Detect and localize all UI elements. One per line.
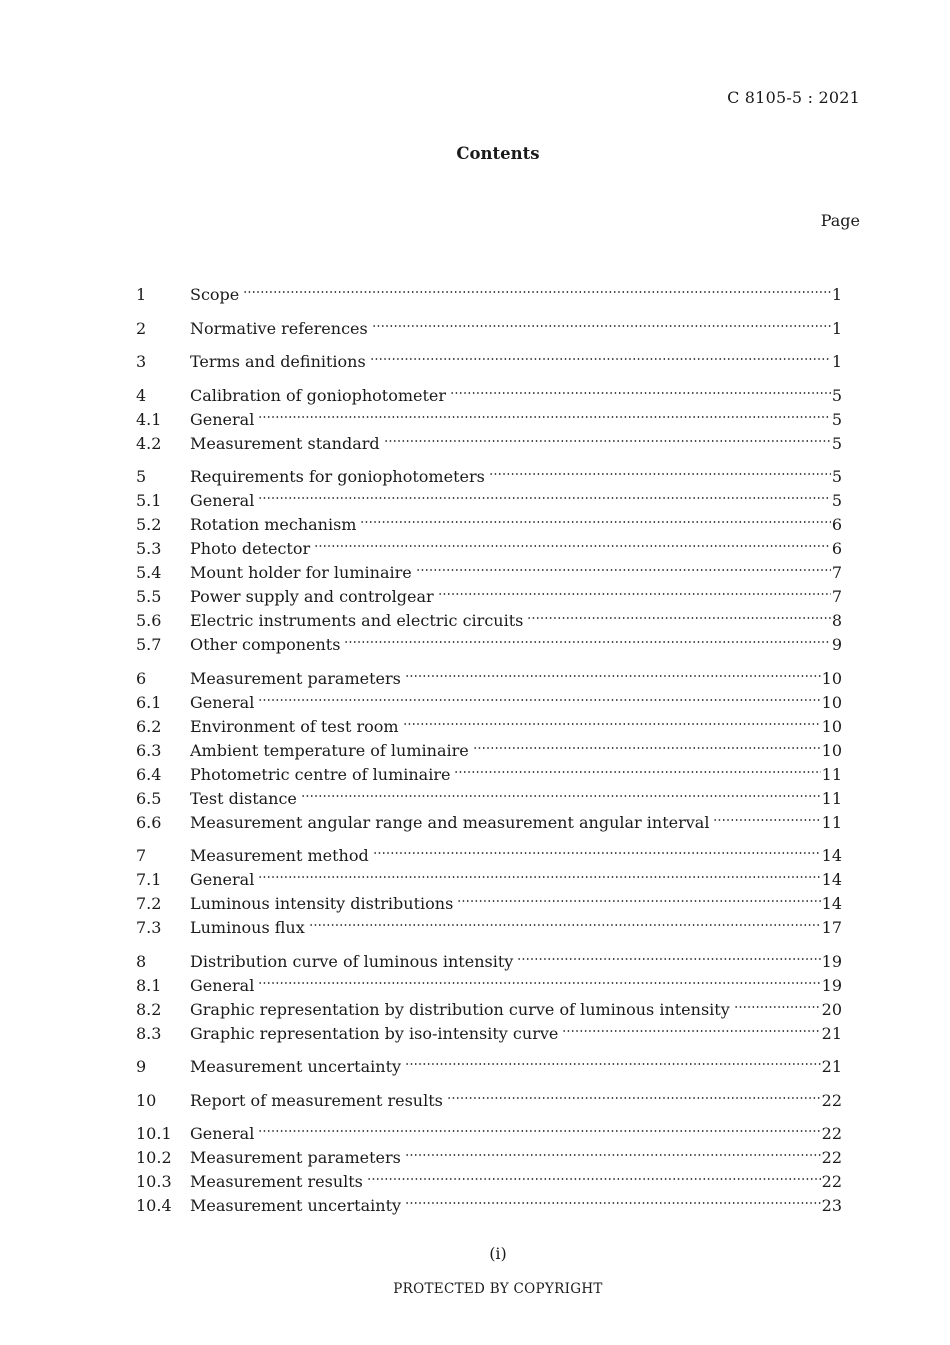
toc-entry-title: Environment of test room — [190, 716, 399, 736]
toc-entry-number: 9 — [136, 1057, 147, 1076]
toc-entry-title: Graphic representation by distribution curve of luminous intensity — [190, 999, 730, 1019]
dot-leader — [405, 660, 821, 684]
toc-entry[interactable] — [136, 837, 842, 865]
toc-entry-number: 6.2 — [136, 716, 162, 736]
toc-entry-title: General — [190, 1124, 255, 1143]
toc-entry-page: 11 — [821, 788, 842, 808]
dot-leader — [258, 861, 820, 885]
page-folio: (i) — [489, 1244, 507, 1263]
toc-entry[interactable] — [136, 377, 842, 405]
toc-entry-page: 10 — [821, 716, 842, 736]
toc-entry-page: 8 — [831, 611, 842, 630]
dot-leader — [457, 885, 820, 909]
toc-entry-title: Calibration of goniophotometer — [190, 385, 447, 405]
dot-leader — [243, 276, 831, 300]
toc-entry-page: 5 — [831, 409, 842, 429]
toc-entry-title: Terms and definitions — [190, 352, 366, 371]
dot-leader — [713, 804, 820, 828]
toc-entry-page: 21 — [821, 1023, 842, 1043]
toc-entry-page: 10 — [821, 692, 842, 712]
toc-entry-page: 5 — [831, 385, 842, 405]
toc-entry-title: Rotation mechanism — [190, 515, 357, 534]
dot-leader — [258, 482, 830, 506]
toc-entry-page: 1 — [831, 285, 842, 304]
toc-entry-page: 9 — [831, 635, 842, 654]
toc-entry-page: 7 — [831, 563, 842, 582]
toc-entry-number: 7.1 — [136, 870, 162, 889]
toc-entry-page: 22 — [821, 1124, 842, 1143]
toc-entry-title: General — [190, 409, 255, 429]
toc-entry-number: 10.2 — [136, 1148, 172, 1167]
toc-entry-number: 1 — [136, 285, 147, 304]
toc-entry-title: Luminous intensity distributions — [190, 894, 454, 913]
dot-leader — [405, 1048, 821, 1072]
toc-entry-page: 11 — [821, 764, 842, 784]
toc-entry-title: Electric instruments and electric circuits — [190, 611, 524, 630]
toc-entry-number: 6 — [136, 668, 147, 688]
toc-entry-number: 5 — [136, 467, 147, 486]
toc-entry-page: 14 — [821, 894, 842, 913]
toc-entry-page: 14 — [821, 846, 842, 865]
toc-entry-title: Measurement method — [190, 846, 369, 865]
page-column-header: Page — [820, 211, 860, 230]
toc-entry[interactable] — [136, 276, 842, 304]
toc-entry-title: Other components — [190, 635, 341, 654]
dot-leader — [405, 1139, 821, 1163]
toc-entry-title: Distribution curve of luminous intensity — [190, 951, 514, 971]
toc-entry-page: 20 — [821, 999, 842, 1019]
dot-leader — [372, 310, 831, 334]
toc-entry-title: Photo detector — [190, 539, 311, 558]
toc-entry-title: Measurement standard — [190, 433, 380, 453]
toc-entry-title: Measurement uncertainty — [190, 1057, 402, 1076]
copyright-notice: PROTECTED BY COPYRIGHT — [393, 1281, 603, 1297]
toc-entry-number: 10 — [136, 1090, 157, 1110]
dot-leader — [258, 967, 820, 991]
toc-entry-page: 1 — [831, 318, 842, 338]
toc-entry-number: 5.5 — [136, 587, 162, 606]
toc-entry-number: 4 — [136, 385, 147, 405]
toc-entry[interactable] — [136, 1115, 842, 1143]
toc-entry-title: Test distance — [190, 788, 297, 808]
dot-leader — [384, 425, 831, 449]
toc-entry-page: 10 — [821, 668, 842, 688]
toc-entry-number: 5.3 — [136, 539, 162, 558]
toc-entry-title: Requirements for goniophotometers — [190, 467, 485, 486]
toc-entry-title: Measurement uncertainty — [190, 1196, 402, 1215]
toc-entry-title: General — [190, 491, 255, 510]
toc-entry-page: 19 — [821, 951, 842, 971]
toc-entry[interactable] — [136, 458, 842, 486]
toc-entry-title: Luminous flux — [190, 918, 305, 937]
toc-entry-page: 5 — [831, 491, 842, 510]
toc-entry-number: 10.1 — [136, 1124, 172, 1143]
toc-entry-number: 10.4 — [136, 1196, 172, 1215]
toc-entry-title: Ambient temperature of luminaire — [190, 740, 469, 760]
toc-entry-number: 5.4 — [136, 563, 162, 582]
toc-entry-page: 11 — [821, 812, 842, 832]
toc-entry-number: 5.1 — [136, 491, 162, 510]
toc-entry-number: 4.1 — [136, 409, 162, 429]
toc-entry[interactable] — [136, 943, 842, 971]
standard-number: C 8105-5 : 2021 — [727, 88, 860, 107]
toc-entry-title: Measurement angular range and measurement angular interval — [190, 812, 710, 832]
toc-entry-number: 4.2 — [136, 433, 162, 453]
dot-leader — [370, 343, 831, 367]
toc-entry[interactable] — [136, 660, 842, 688]
toc-entry-number: 8.3 — [136, 1023, 162, 1043]
toc-entry-page: 21 — [821, 1057, 842, 1076]
toc-entry-number: 8 — [136, 951, 147, 971]
dot-leader — [314, 530, 831, 554]
toc-entry-page: 10 — [821, 740, 842, 760]
toc-entry-title: Measurement results — [190, 1172, 363, 1191]
toc-entry-title: Normative references — [190, 318, 368, 338]
toc-entry-page: 22 — [821, 1148, 842, 1167]
toc-entry-number: 2 — [136, 318, 147, 338]
dot-leader — [258, 401, 830, 425]
dot-leader — [258, 1115, 820, 1139]
toc-entry-number: 7 — [136, 846, 147, 865]
toc-entry-number: 8.2 — [136, 999, 162, 1019]
dot-leader — [438, 578, 831, 602]
dot-leader — [473, 732, 821, 756]
toc-entry[interactable] — [136, 1048, 842, 1076]
toc-entry[interactable] — [136, 310, 842, 338]
toc-entry-number: 7.2 — [136, 894, 162, 913]
dot-leader — [403, 708, 821, 732]
toc-entry-number: 6.5 — [136, 788, 162, 808]
toc-entry-page: 14 — [821, 870, 842, 889]
dot-leader — [562, 1015, 820, 1039]
toc-entry-number: 6.3 — [136, 740, 162, 760]
dot-leader — [301, 780, 821, 804]
toc-entry-title: Power supply and controlgear — [190, 587, 434, 606]
toc-entry-page: 17 — [821, 918, 842, 937]
toc-entry-number: 8.1 — [136, 975, 162, 995]
toc-entry-title: General — [190, 692, 255, 712]
dot-leader — [258, 684, 820, 708]
dot-leader — [405, 1187, 821, 1211]
dot-leader — [309, 909, 821, 933]
dot-leader — [489, 458, 831, 482]
dot-leader — [734, 991, 821, 1015]
contents-title: Contents — [456, 144, 540, 163]
toc-entry-number: 7.3 — [136, 918, 162, 937]
toc-entry-page: 22 — [821, 1090, 842, 1110]
dot-leader — [450, 377, 831, 401]
toc-entry-page: 22 — [821, 1172, 842, 1191]
toc-entry-page: 5 — [831, 433, 842, 453]
toc-entry-title: Graphic representation by iso-intensity curve — [190, 1023, 559, 1043]
toc-entry[interactable] — [136, 1082, 842, 1110]
toc-entry-number: 3 — [136, 352, 147, 371]
toc-entry-title: Mount holder for luminaire — [190, 563, 412, 582]
toc-entry-number: 6.4 — [136, 764, 162, 784]
dot-leader — [447, 1082, 821, 1106]
toc-entry-page: 19 — [821, 975, 842, 995]
toc-entry[interactable] — [136, 343, 842, 371]
toc-entry-title: General — [190, 870, 255, 889]
dot-leader — [454, 756, 820, 780]
toc-entry-title: General — [190, 975, 255, 995]
dot-leader — [517, 943, 820, 967]
dot-leader — [367, 1163, 821, 1187]
toc-entry-page: 23 — [821, 1196, 842, 1215]
toc-entry-page: 7 — [831, 587, 842, 606]
toc-entry-title: Report of measurement results — [190, 1090, 443, 1110]
table-of-contents — [136, 276, 842, 1215]
toc-entry-number: 6.6 — [136, 812, 162, 832]
toc-entry-page: 6 — [831, 539, 842, 558]
toc-entry-title: Photometric centre of luminaire — [190, 764, 451, 784]
toc-entry-number: 5.2 — [136, 515, 162, 534]
toc-entry-page: 1 — [831, 352, 842, 371]
dot-leader — [360, 506, 830, 530]
toc-entry-number: 5.7 — [136, 635, 162, 654]
toc-entry-number: 5.6 — [136, 611, 162, 630]
dot-leader — [527, 602, 830, 626]
toc-entry-number: 10.3 — [136, 1172, 172, 1191]
toc-entry-page: 5 — [831, 467, 842, 486]
dot-leader — [344, 626, 830, 650]
dot-leader — [416, 554, 831, 578]
toc-entry-title: Measurement parameters — [190, 1148, 401, 1167]
toc-entry-title: Scope — [190, 285, 240, 304]
toc-entry-number: 6.1 — [136, 692, 162, 712]
toc-entry-page: 6 — [831, 515, 842, 534]
dot-leader — [373, 837, 821, 861]
toc-entry-title: Measurement parameters — [190, 668, 401, 688]
